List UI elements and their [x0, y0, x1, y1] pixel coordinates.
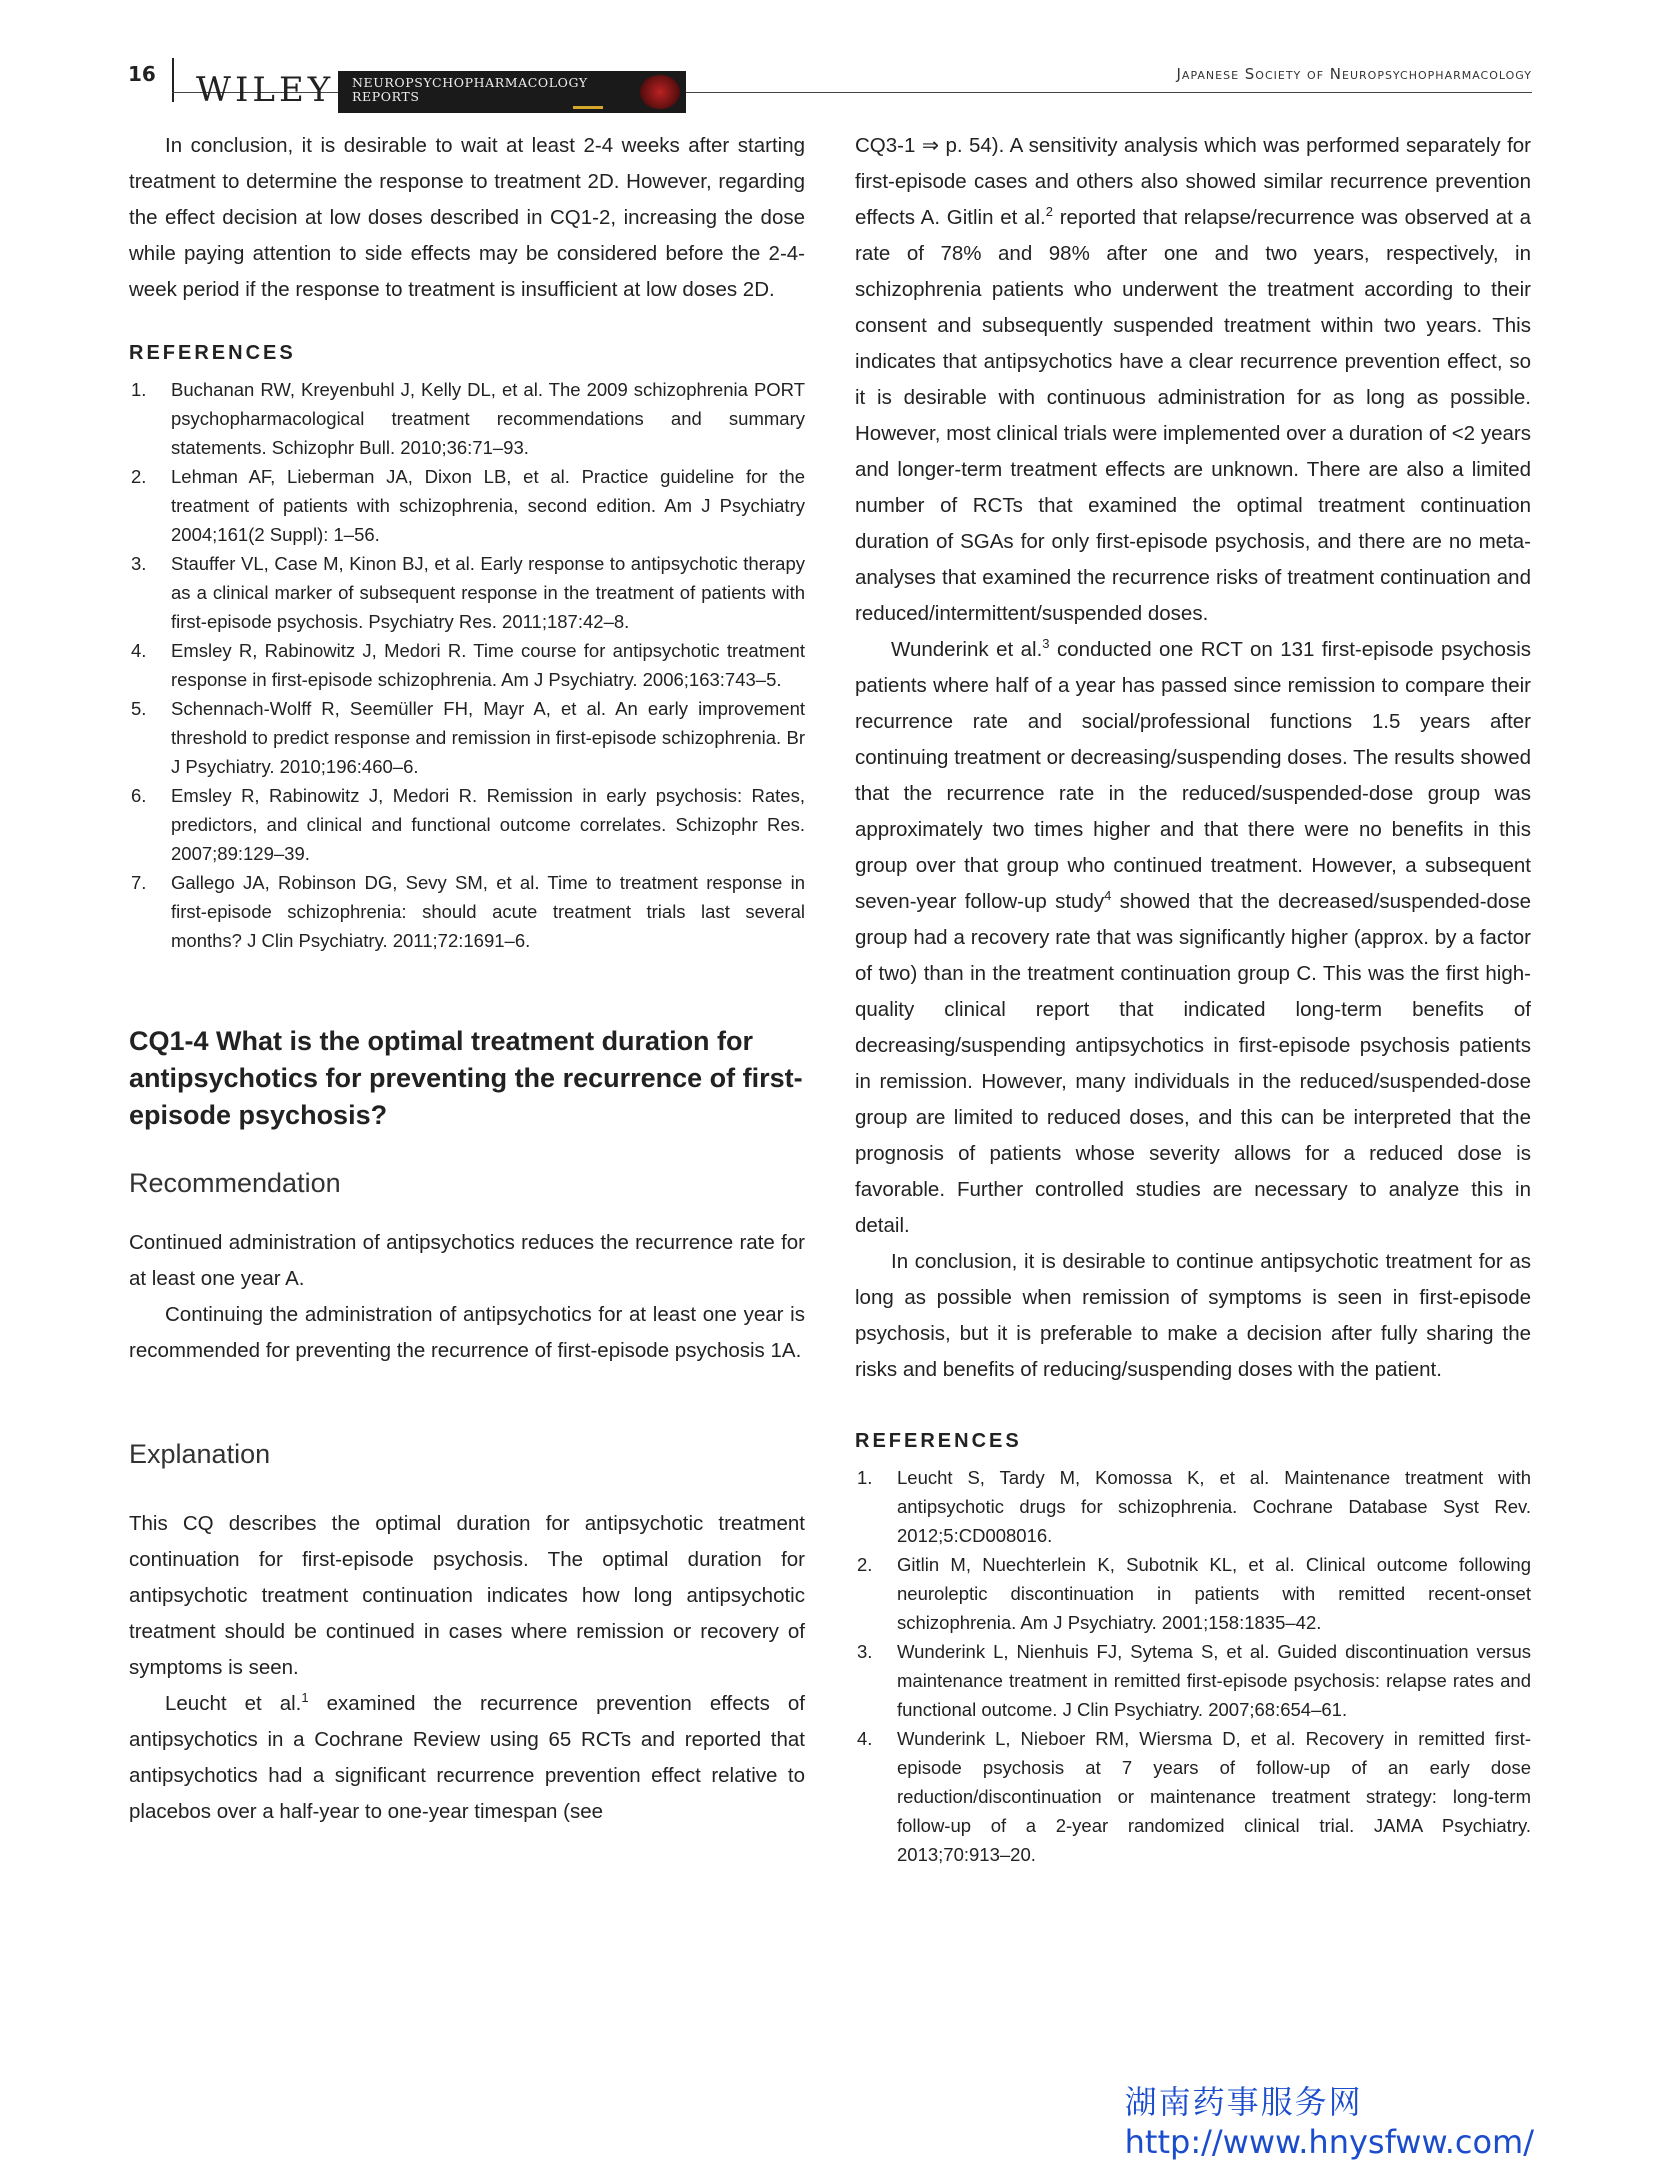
- references-list: [129, 375, 805, 955]
- reference-item: 3. Wunderink L, Nienhuis FJ, Sytema S, et al. Guided discontinuation versus maintenance treatment in remitted first-episode psychosis: relapse rates and functional outcome. J Clin Psychiatry. 2007;68:654–61.: [857, 1641, 1531, 1720]
- recommendation-paragraph: Continued administration of antipsychotics reduces the recurrence rate for at least one year A.: [129, 1231, 805, 1290]
- explanation-paragraph: Leucht et al.$^1$ examined the recurrence prevention effects of antipsychotics in a Cochrane Review using 65 RCTs and reported that antipsychotics had a significant recurrence prevention effect relative to placebos over a half-year to one-year timespan (see: [129, 1690, 805, 1823]
- conclusion-paragraph: In conclusion, it is desirable to continue antipsychotic treatment for as long as possible when remission of symptoms is seen in first-episode psychosis, but it is preferable to make a decision after fully sharing the risks and benefits of reducing/suspending doses with the patient.: [855, 1250, 1531, 1381]
- right-column: [855, 128, 1531, 1869]
- reference-item: 7. Gallego JA, Robinson DG, Sevy SM, et al. Time to treatment response in first-episode schizophrenia: should acute treatment trials last several months? J Clin Psychiatry. 2011;72:1691–6.: [131, 872, 805, 951]
- recommendation-paragraph: Continuing the administration of antipsychotics for at least one year is recommended for preventing the recurrence of first-episode psychosis 1A.: [129, 1303, 805, 1362]
- recommendation-heading: Recommendation: [129, 1168, 341, 1198]
- intro-paragraph: In conclusion, it is desirable to wait at least 2-4 weeks after starting treatment to determine the response to treatment 2D. However, regarding the effect decision at low doses described in CQ1-2, increasing the dose while paying attention to side effects may be considered before the 2-4-week period if the response to treatment is insufficient at low doses 2D.: [129, 134, 805, 301]
- journal-emblem-icon: [640, 75, 680, 109]
- watermark-url[interactable]: http://www.hnysfww.com/: [1124, 2123, 1534, 2161]
- banner-line2: REPORTS: [352, 89, 420, 104]
- explanation-paragraph: This CQ describes the optimal duration for antipsychotic treatment continuation for first-episode psychosis. The optimal duration for antipsychotic treatment continuation indicates how long antipsychotic treatment should be continued in cases where remission or recovery of symptoms is seen.: [129, 1512, 805, 1679]
- reference-item: 1. Leucht S, Tardy M, Komossa K, et al. Maintenance treatment with antipsychotic drugs for schizophrenia. Cochrane Database Syst Rev. 2012;5:CD008016.: [857, 1467, 1531, 1546]
- reference-item: 6. Emsley R, Rabinowitz J, Medori R. Remission in early psychosis: Rates, predictors, and clinical and functional outcome correlates. Schizophr Res. 2007;89:129–39.: [131, 785, 805, 864]
- reference-item: 1. Buchanan RW, Kreyenbuhl J, Kelly DL, et al. The 2009 schizophrenia PORT psychopharmacological treatment recommendations and summary statements. Schizophr Bull. 2010;36:71–93.: [131, 379, 805, 458]
- reference-item: 4. Wunderink L, Nieboer RM, Wiersma D, et al. Recovery in remitted first-episode psychosis at 7 years of follow-up of an early dose reduction/discontinuation or maintenance treatment strategy: long-term follow-up of a 2-year randomized clinical trial. JAMA Psychiatry. 2013;70:913–20.: [857, 1728, 1531, 1865]
- references-list: [855, 1463, 1531, 1869]
- reference-item: 2. Lehman AF, Lieberman JA, Dixon LB, et al. Practice guideline for the treatment of patients with schizophrenia, second edition. Am J Psychiatry 2004;161(2 Suppl): 1–56.: [131, 466, 805, 545]
- body-paragraph: Wunderink et al.$^3$ conducted one RCT on 131 first-episode psychosis patients where half of a year has passed since remission to compare their recurrence rate and social/professional functions 1.5 years after continuing treatment or decreasing/suspending doses. The results showed that the recurrence rate in the reduced/suspended-dose group was approximately two times higher and that there were no benefits in this group over that group who continued treatment. However, a subsequent seven-year follow-up study$^4$ showed that the decreased/suspended-dose group had a recovery rate that was significantly higher (approx. by a factor of two) than in the treatment continuation group C. This was the first high-quality clinical report that indicated long-term benefits of decreasing/suspending antipsychotics in first-episode psychosis patients in remission. However, many individuals in the reduced/suspended-dose group are limited to reduced doses, and this can be interpreted that the prognosis of patients whose severity allows for a reduced dose is favorable. Further controlled studies are necessary to analyze this in detail.: [855, 636, 1531, 1237]
- explanation-heading: Explanation: [129, 1439, 271, 1469]
- cq-heading: CQ1-4 What is the optimal treatment duration for antipsychotics for preventing the recurrence of first-episode psychosis?: [129, 1026, 803, 1130]
- reference-item: 4. Emsley R, Rabinowitz J, Medori R. Time course for antipsychotic treatment response in first-episode schizophrenia. Am J Psychiatry. 2006;163:743–5.: [131, 640, 805, 690]
- banner-line1: NEUROPSYCHOPHARMACOLOGY: [352, 75, 588, 90]
- journal-name: Japanese Society of Neuropsychopharmacology: [1176, 65, 1532, 83]
- header-divider: [172, 58, 174, 102]
- watermark: [1125, 2077, 1534, 2161]
- journal-banner: [338, 71, 686, 113]
- reference-item: 3. Stauffer VL, Case M, Kinon BJ, et al. Early response to antipsychotic therapy as a clinical marker of subsequent response in the treatment of patients with first-episode psychosis. Psychiatry Res. 2011;187:42–8.: [131, 553, 805, 632]
- reference-item: 5. Schennach-Wolff R, Seemüller FH, Mayr A, et al. An early improvement threshold to predict response and remission in first-episode schizophrenia. Br J Psychiatry. 2010;196:460–6.: [131, 698, 805, 777]
- references-title: REFERENCES: [855, 1430, 1022, 1452]
- left-column: [129, 128, 805, 1830]
- watermark-chinese: 湖南药事服务网: [1124, 2083, 1363, 2121]
- publisher-logo: WILEY: [196, 70, 335, 110]
- page-number: 16: [128, 62, 156, 86]
- banner-stripe: [573, 106, 603, 109]
- reference-item: 2. Gitlin M, Nuechterlein K, Subotnik KL, et al. Clinical outcome following neuroleptic discontinuation in patients with remitted recent-onset schizophrenia. Am J Psychiatry. 2001;158:1835–42.: [857, 1554, 1531, 1633]
- references-title: REFERENCES: [129, 342, 296, 364]
- body-paragraph: CQ3-1 ⇒ p. 54). A sensitivity analysis which was performed separately for first-episode cases and others also showed similar recurrence prevention effects A. Gitlin et al.$^2$ reported that relapse/recurrence was observed at a rate of 78% and 98% after one and two years, respectively, in schizophrenia patients who underwent the treatment according to their consent and subsequently suspended treatment within two years. This indicates that antipsychotics have a clear recurrence prevention effect, so it is desirable with continuous administration for as long as possible. However, most clinical trials were implemented over a duration of <2 years and longer-term treatment effects are unknown. There are also a limited number of RCTs that examined the optimal treatment continuation duration of SGAs for only first-episode psychosis, and there are no meta-analyses that examined the recurrence risks of treatment continuation and reduced/intermittent/suspended doses.: [855, 134, 1531, 625]
